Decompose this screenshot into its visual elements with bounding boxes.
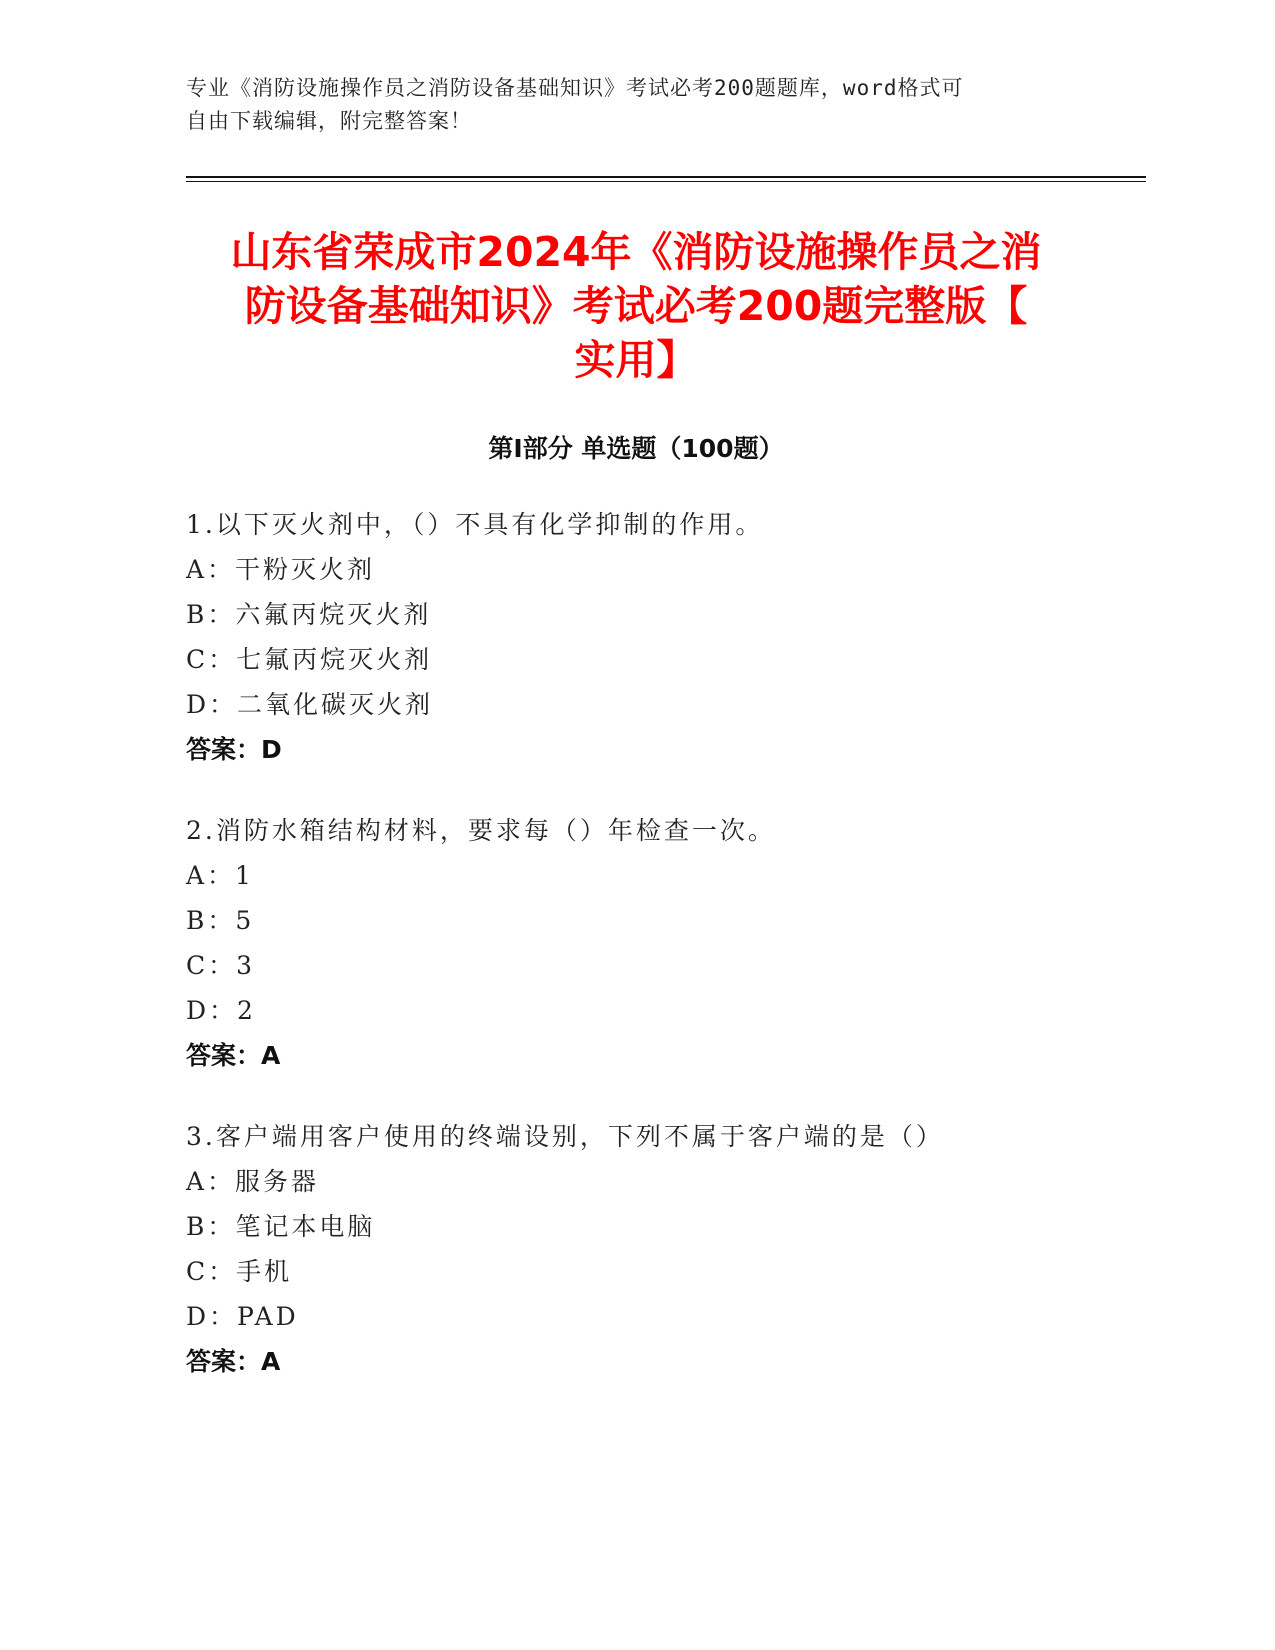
question-answer: 答案：A: [186, 1347, 281, 1376]
question-option: B：六氟丙烷灭火剂: [186, 600, 432, 629]
question-item: [186, 502, 1146, 772]
question-item: [186, 808, 1146, 1078]
title-line: 防设备基础知识》考试必考200题完整版【: [244, 282, 1028, 330]
question-option: B：5: [186, 906, 255, 935]
question-option: D：2: [186, 996, 256, 1025]
header-note-line: 自由下载编辑，附完整答案！: [186, 109, 472, 133]
title-line: 山东省荣成市2024年《消防设施操作员之消: [230, 228, 1042, 276]
question-answer: 答案：A: [186, 1041, 281, 1070]
question-option: B：笔记本电脑: [186, 1212, 376, 1241]
header-divider: [186, 176, 1146, 178]
header-note-line: 专业《消防设施操作员之消防设备基础知识》考试必考200题题库，word格式可: [186, 76, 964, 100]
question-option: A：干粉灭火剂: [186, 555, 376, 584]
question-option: A：1: [186, 861, 254, 890]
section-heading: 第Ⅰ部分 单选题（100题）: [488, 434, 784, 463]
question-option: D：PAD: [186, 1302, 299, 1331]
question-item: [186, 1114, 1146, 1384]
question-option: C：七氟丙烷灭火剂: [186, 645, 433, 674]
header-divider: [186, 181, 1146, 182]
question-option: C：手机: [186, 1257, 293, 1286]
question-option: C：3: [186, 951, 256, 980]
question-stem: 2.消防水箱结构材料，要求每（）年检查一次。: [186, 816, 776, 845]
question-answer: 答案：D: [186, 735, 282, 764]
question-option: A：服务器: [186, 1167, 320, 1196]
question-stem: 3.客户端用客户使用的终端设别，下列不属于客户端的是（）: [186, 1122, 944, 1151]
question-stem: 1.以下灭火剂中，（）不具有化学抑制的作用。: [186, 510, 764, 539]
header-note: [186, 72, 1066, 138]
question-option: D：二氧化碳灭火剂: [186, 690, 434, 719]
document-title: [186, 225, 1086, 387]
title-line: 实用】: [574, 336, 698, 384]
